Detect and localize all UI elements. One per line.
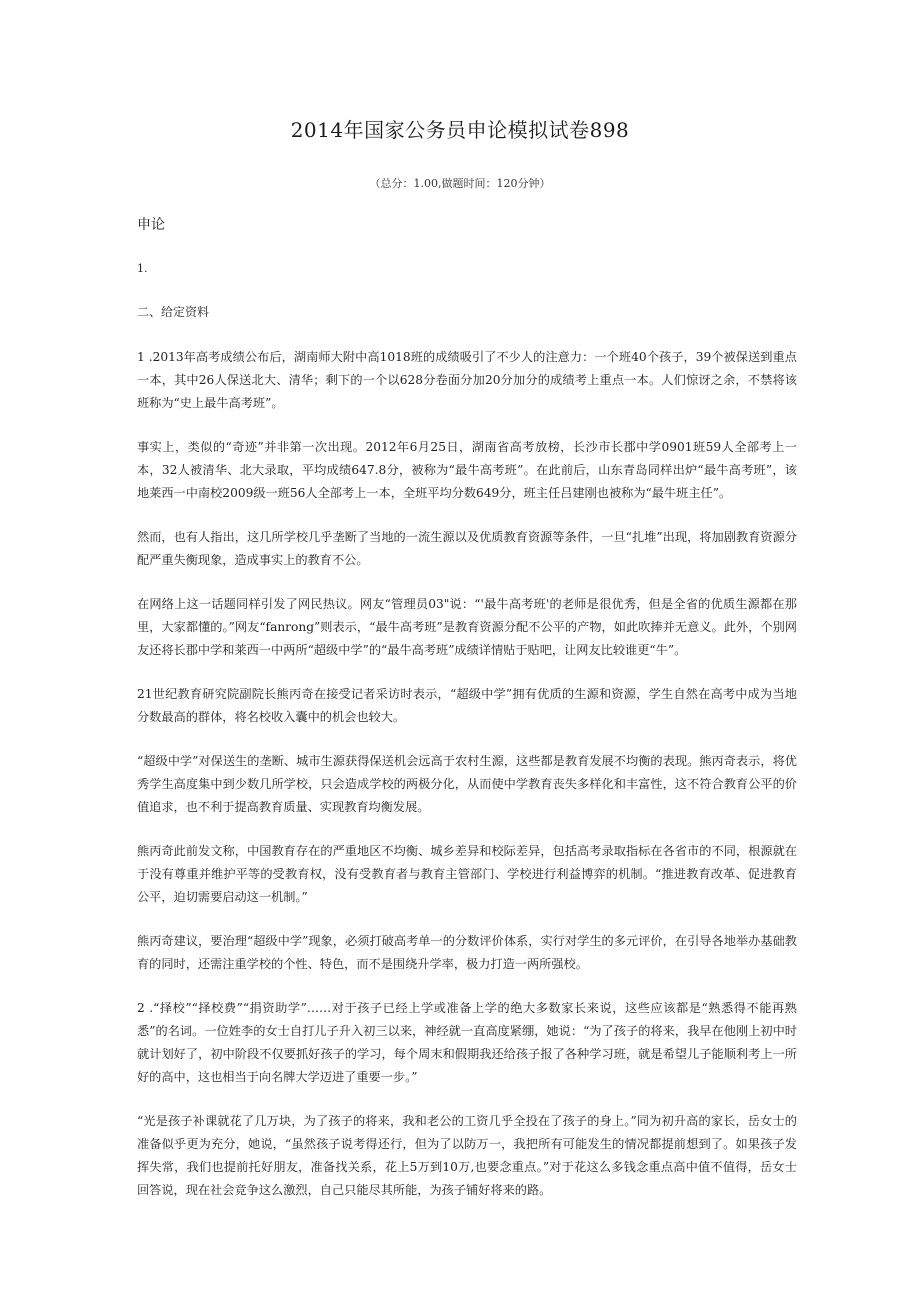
sub-heading: 二、给定资料: [137, 305, 210, 319]
paragraph: 熊丙奇此前发文称，中国教育存在的严重地区不均衡、城乡差异和校际差异，包括高考录取指标在各省市的不同，根源就在于没有尊重并维护平等的受教育权，没有受教育者与教育主管部门、学校进行利益博弈的机制。“推进教育改革、促进教育公平，迫切需要启动这一机制。”: [137, 844, 797, 904]
paragraph: 2 .“择校”“择校费”“捐资助学”……对于孩子已经上学或准备上学的绝大多数家长来说，这些应该都是“熟悉得不能再熟悉”的名词。一位姓李的女士自打儿子升入初三以来，神经就一直高度紧绷，她说：“为了孩子的将来，我早在他刚上初中时就计划好了，初中阶段不仅要抓好孩子的学习，每个周末和假期我还给孩子报了各种学习班，就是希望儿子能顺利考上一所好的高中，这也相当于向名牌大学迈进了重要一步。”: [137, 1001, 797, 1084]
document-body: [137, 346, 797, 1223]
question-number: 1.: [137, 262, 148, 275]
paragraph: “光是孩子补课就花了几万块，为了孩子的将来，我和老公的工资几乎全投在了孩子的身上。”同为初升高的家长，岳女士的准备似乎更为充分，她说，“虽然孩子说考得还行，但为了以防万一，我把所有可能发生的情况都提前想到了。如果孩子发挥失常，我们也提前托好朋友，准备找关系，花上5万到10万,也要念重点。”对于花这么多钱念重点高中值不值得，岳女士回答说，现在社会竞争这么激烈，自己只能尽其所能，为孩子铺好将来的路。: [137, 1114, 797, 1197]
paragraph: “超级中学”对保送生的垄断、城市生源获得保送机会远高于农村生源，这些都是教育发展不均衡的表现。熊丙奇表示，将优秀学生高度集中到少数几所学校，只会造成学校的两极分化，从而使中学教育丧失多样化和丰富性，这不符合教育公平的价值追求，也不利于提高教育质量、实现教育均衡发展。: [137, 754, 797, 814]
paragraph: 21世纪教育研究院副院长熊丙奇在接受记者采访时表示，“超级中学”拥有优质的生源和资源，学生自然在高考中成为当地分数最高的群体，将名校收入囊中的机会也较大。: [137, 687, 797, 724]
paragraph: 在网络上这一话题同样引发了网民热议。网友“管理员03"说：“'最牛高考班'的老师是很优秀，但是全省的优质生源都在那里，大家都懂的。”网友“fanrong”则表示，“最牛高考班”是教育资源分配不公平的产物，如此吹捧并无意义。此外，个别网友还将长郡中学和莱西一中两所“超级中学”的“最牛高考班”成绩详情贴于贴吧，让网友比较谁更“牛”。: [137, 597, 797, 657]
paragraph: 事实上，类似的“奇迹”并非第一次出现。2012年6月25日，湖南省高考放榜，长沙市长郡中学0901班59人全部考上一本，32人被清华、北大录取，平均成绩647.8分，被称为“最牛高考班”。在此前后，山东青岛同样出炉“最牛高考班”，该地莱西一中南校2009级一班56人全部考上一本，全班平均分数649分，班主任吕建刚也被称为“最牛班主任”。: [137, 440, 797, 500]
document-title: 2014年国家公务员申论模拟试卷898: [290, 118, 630, 142]
paragraph: 1 .2013年高考成绩公布后，湖南师大附中高1018班的成绩吸引了不少人的注意力：一个班40个孩子，39个被保送到重点一本，其中26人保送北大、清华；剩下的一个以628分卷面分加20分加分的成绩考上重点一本。人们惊讶之余，不禁将该班称为“史上最牛高考班”。: [137, 350, 797, 410]
section-heading: 申论: [137, 217, 165, 233]
paragraph: 然而，也有人指出，这几所学校几乎垄断了当地的一流生源以及优质教育资源等条件，一旦“扎堆”出现，将加剧教育资源分配严重失衡现象，造成事实上的教育不公。: [137, 530, 797, 567]
paragraph: 熊丙奇建议，要治理“超级中学”现象，必须打破高考单一的分数评价体系，实行对学生的多元评价，在引导各地举办基础教育的同时，还需注重学校的个性、特色，而不是围绕升学率，极力打造一两所强校。: [137, 934, 797, 971]
exam-meta: （总分：1.00,做题时间：120分钟）: [369, 177, 551, 190]
